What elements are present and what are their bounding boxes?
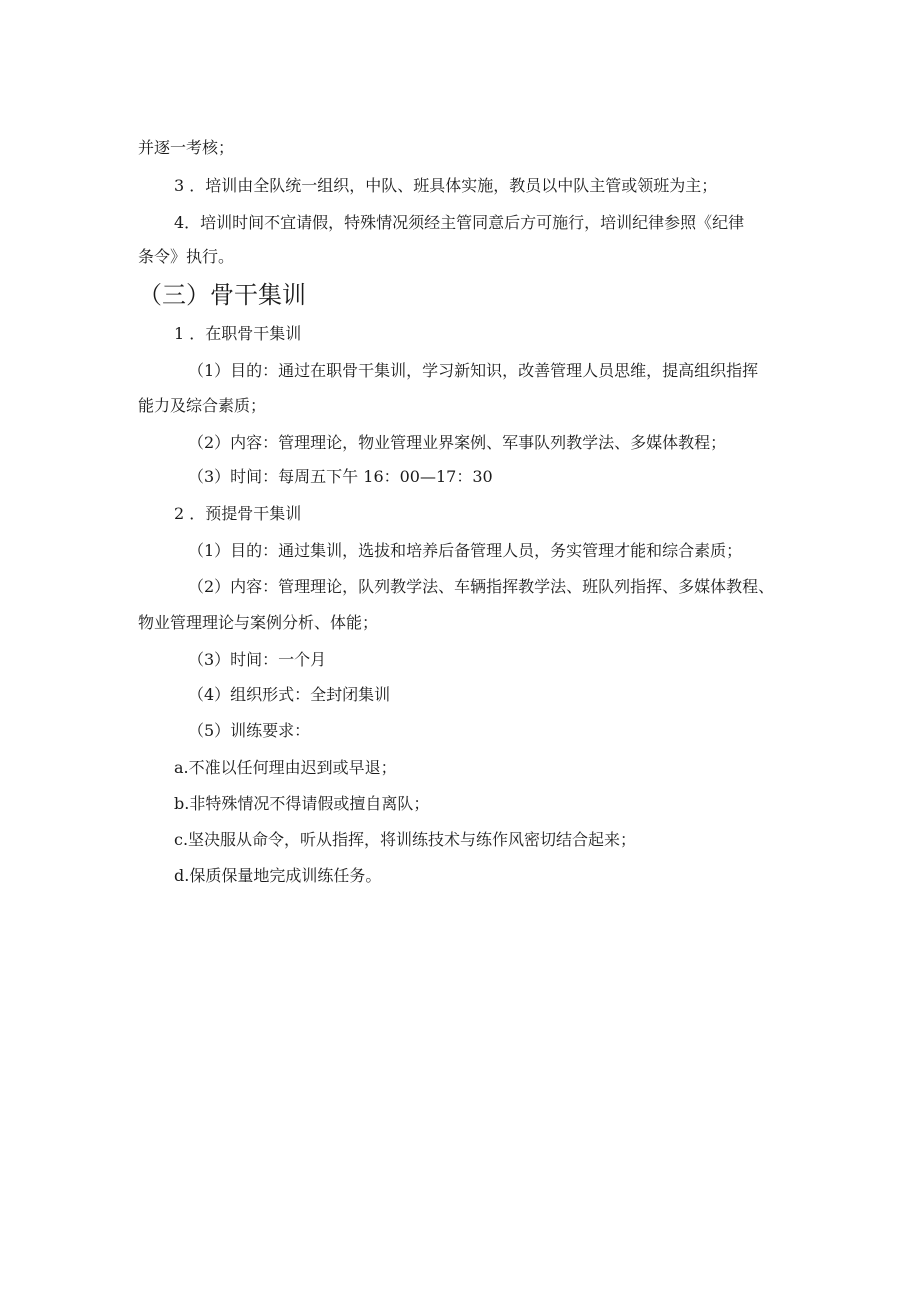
paragraph-line: （2）内容：管理理论，队列教学法、车辆指挥教学法、班队列指挥、多媒体教程、	[188, 577, 775, 596]
paragraph-line: （4）组织形式：全封闭集训	[188, 685, 391, 704]
paragraph-line: （3）时间：一个月	[188, 650, 327, 669]
list-item: d.保质保量地完成训练任务。	[174, 866, 382, 885]
paragraph-line: 能力及综合素质；	[138, 396, 267, 415]
subsection-title: 2 ．预提骨干集训	[174, 504, 302, 523]
paragraph-line: （1）目的：通过集训，选拔和培养后备管理人员，务实管理才能和综合素质；	[188, 541, 743, 560]
paragraph-line: 物业管理理论与案例分析、体能；	[138, 613, 379, 632]
paragraph-line: 4．培训时间不宜请假，特殊情况须经主管同意后方可施行，培训纪律参照《纪律	[174, 213, 745, 232]
paragraph-line: 条令》执行。	[138, 247, 235, 266]
paragraph-line: （5）训练要求：	[188, 721, 311, 740]
subsection-title: 1 ．在职骨干集训	[174, 324, 302, 343]
list-item: b.非特殊情况不得请假或擅自离队；	[174, 794, 430, 813]
paragraph-line: 并逐一考核；	[138, 138, 235, 157]
paragraph-line: （2）内容：管理理论，物业管理业界案例、军事队列教学法、多媒体教程；	[188, 433, 727, 452]
paragraph-line: （3）时间：每周五下午 16：00—17：30	[188, 467, 493, 486]
list-item: c.坚决服从命令，听从指挥，将训练技术与练作风密切结合起来；	[174, 830, 637, 849]
paragraph-line: 3 ．培训由全队统一组织，中队、班具体实施，教员以中队主管或领班为主；	[174, 176, 718, 195]
section-heading: （三）骨干集训	[138, 281, 306, 309]
paragraph-line: （1）目的：通过在职骨干集训，学习新知识，改善管理人员思维，提高组织指挥	[188, 361, 759, 380]
list-item: a.不准以任何理由迟到或早退；	[174, 758, 397, 777]
